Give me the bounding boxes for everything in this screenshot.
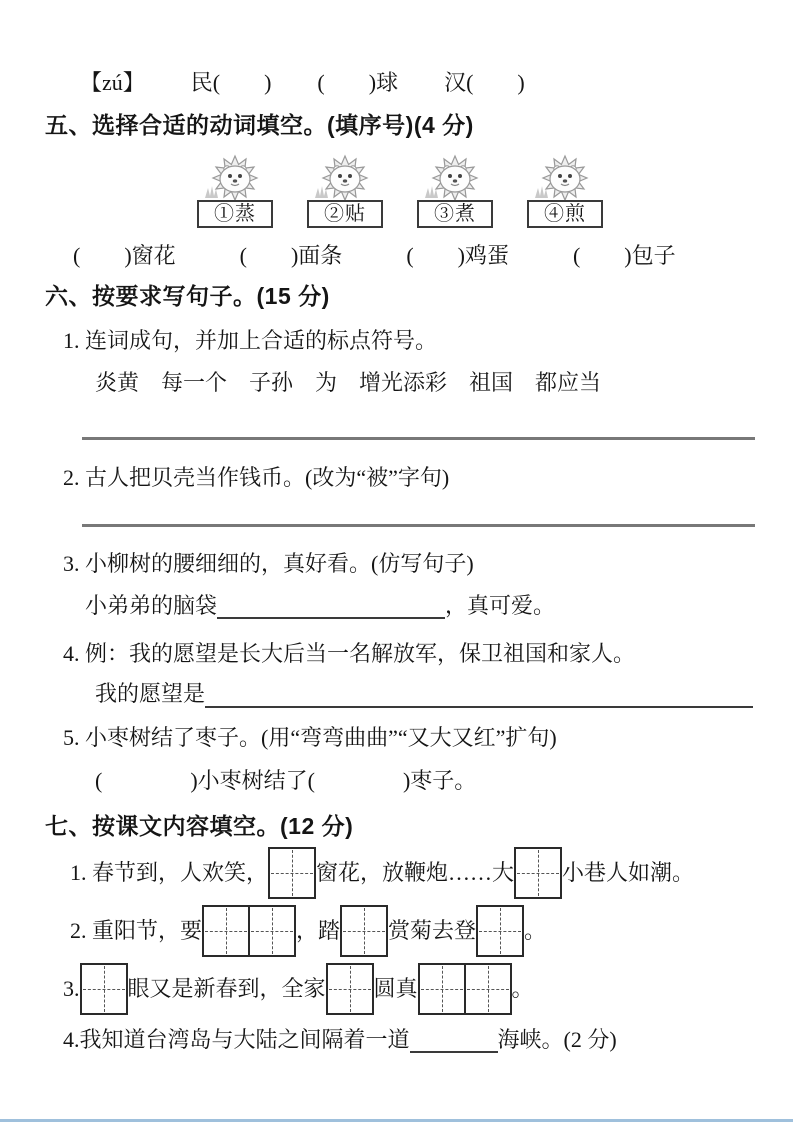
- s6-q5-text: 5. 小枣树结了枣子。(用“弯弯曲曲”“又大又红”扩句): [63, 724, 557, 750]
- s6-q4-fill-line: [95, 681, 793, 707]
- s7-q3-char-box-4[interactable]: [464, 963, 512, 1015]
- s6-q3-blank[interactable]: [217, 595, 445, 619]
- verb-option-2: [307, 152, 383, 228]
- s7-q3-part-1: 3.: [63, 975, 80, 1001]
- s7-q2-part-1: 2. 重阳节，要: [70, 917, 203, 943]
- verb-option-3: [417, 152, 493, 228]
- s7-q4-row: [63, 1027, 793, 1053]
- verb-blank-3[interactable]: ( )鸡蛋: [406, 242, 509, 268]
- s7-q4-blank[interactable]: [410, 1029, 498, 1053]
- s7-q1-char-box-2[interactable]: [514, 847, 562, 899]
- s6-q2-answer-line[interactable]: [82, 524, 755, 527]
- s7-q2-part-2: ，踏: [296, 917, 341, 943]
- verb-option-1: [197, 152, 273, 228]
- verb-blank-2[interactable]: ( )面条: [239, 242, 343, 268]
- blank-word-2: ( )球: [317, 70, 399, 95]
- s7-q2-part-3: 赏菊去登: [388, 917, 477, 943]
- hedgehog-illustration: [424, 152, 486, 200]
- section5-heading: 五、选择合适的动词填空。(填序号)(4 分): [45, 112, 474, 139]
- verb-option-label: ④煎: [527, 200, 603, 228]
- s7-q2-char-box-1[interactable]: [202, 905, 250, 957]
- s7-q4-before: 4.我知道台湾岛与大陆之间隔着一道: [63, 1027, 410, 1053]
- verb-option-label: ①蒸: [197, 200, 273, 228]
- s6-q4-blank[interactable]: [205, 684, 753, 708]
- verb-blank-4[interactable]: ( )包子: [572, 242, 676, 268]
- s6-q3-fill-before: 小弟弟的脑袋: [85, 592, 218, 618]
- s7-q3-row: [63, 963, 793, 1015]
- s7-q2-char-box-4[interactable]: [476, 905, 524, 957]
- blank-word-3: 汉( ): [444, 70, 525, 95]
- hedgehog-illustration: [314, 152, 376, 200]
- s6-q3-fill-after: ，真可爱。: [445, 592, 556, 618]
- section7-heading: 七、按课文内容填空。(12 分): [45, 813, 354, 840]
- s6-q1-words: 炎黄 每一个 子孙 为 增光添彩 祖国 都应当: [95, 370, 602, 396]
- s7-q1-row: [70, 847, 793, 899]
- pinyin-question-line: [80, 70, 793, 96]
- verb-option-label: ②贴: [307, 200, 383, 228]
- pinyin-bracket: 【zú】: [80, 70, 145, 95]
- s6-q4-fill-before: 我的愿望是: [95, 681, 206, 707]
- verb-option-label: ③煮: [417, 200, 493, 228]
- s7-q1-part-1: 1. 春节到，人欢笑，: [70, 859, 269, 885]
- s7-q2-row: [70, 905, 793, 957]
- s7-q4-after: 海峡。(2 分): [497, 1027, 617, 1053]
- s7-q3-char-box-1[interactable]: [80, 963, 128, 1015]
- s7-q2-char-box-2[interactable]: [248, 905, 296, 957]
- s7-q3-part-2: 眼又是新春到，全家: [127, 975, 326, 1001]
- verb-blanks-row: [73, 243, 793, 269]
- s7-q2-char-box-3[interactable]: [340, 905, 388, 957]
- s6-q2-text: 2. 古人把贝壳当作钱币。(改为“被”字句): [63, 464, 450, 490]
- verb-blank-1[interactable]: ( )窗花: [73, 242, 176, 268]
- s6-q1-answer-line[interactable]: [82, 437, 755, 440]
- verb-option-4: [527, 152, 603, 228]
- s7-q3-part-4: 。: [511, 975, 534, 1001]
- s7-q1-part-3: 小巷人如潮。: [562, 859, 695, 885]
- s6-q4-text: 4. 例：我的愿望是长大后当一名解放军，保卫祖国和家人。: [63, 640, 636, 666]
- section6-heading: 六、按要求写句子。(15 分): [45, 283, 330, 310]
- s7-q3-part-3: 圆真: [373, 975, 418, 1001]
- s7-q2-double-box: [202, 905, 296, 957]
- s6-q3-fill-line: [85, 593, 793, 619]
- hedgehog-illustration: [534, 152, 596, 200]
- s7-q2-part-4: 。: [524, 917, 547, 943]
- verb-options-row: [197, 152, 793, 228]
- s7-q1-char-box-1[interactable]: [268, 847, 316, 899]
- s6-q1-text: 1. 连词成句，并加上合适的标点符号。: [63, 327, 438, 353]
- s7-q3-char-box-2[interactable]: [326, 963, 374, 1015]
- hedgehog-illustration: [204, 152, 266, 200]
- s6-q3-text: 3. 小柳树的腰细细的，真好看。(仿写句子): [63, 551, 474, 577]
- blank-word-1: 民( ): [190, 70, 272, 95]
- s7-q1-part-2: 窗花，放鞭炮……大: [316, 859, 515, 885]
- s7-q3-double-box: [418, 963, 512, 1015]
- s7-q3-char-box-3[interactable]: [418, 963, 466, 1015]
- s6-q5-fill-line[interactable]: ( )小枣树结了( )枣子。: [95, 768, 477, 794]
